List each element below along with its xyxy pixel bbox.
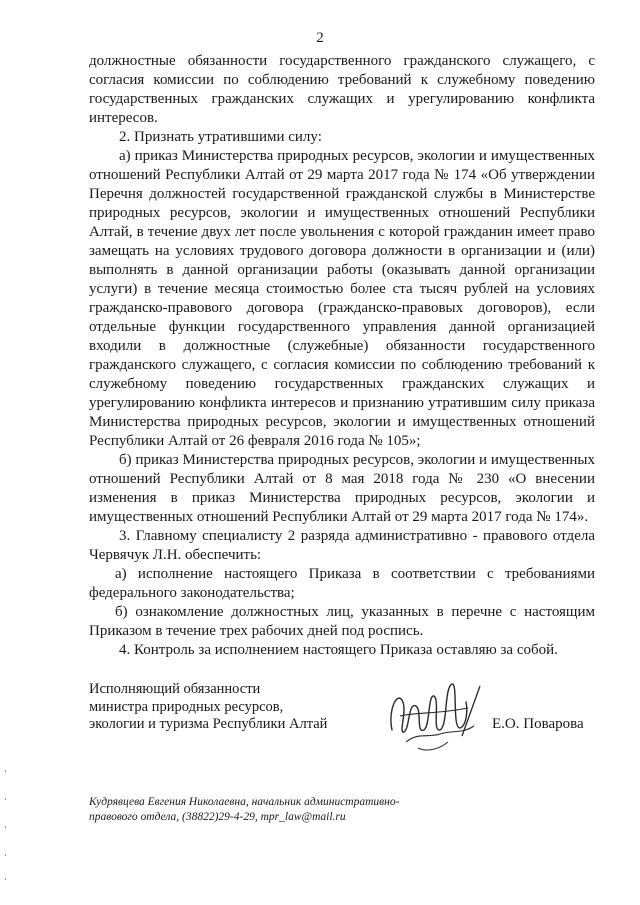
signer-position-line: Исполняющий обязанности [89,681,261,697]
paragraph-item-2: 2. Признать утратившими силу: [119,129,322,145]
signer-position-line: министра природных ресурсов, [89,698,284,715]
paragraph-item-3a: а) исполнение настоящего Приказа в соответствии с требованиями федерального законодательства; [89,566,595,601]
scan-margin-specks [4,760,8,890]
order-body [89,52,595,660]
page-number: 2 [316,30,324,46]
signer-position-line: экологии и туризма Республики Алтай [89,716,328,732]
paragraph-item-3: 3. Главному специалисту 2 разряда административно - правового отдела Червячук Л.Н. обеспечить: [89,528,595,563]
contact-line: Кудрявцева Евгения Николаевна, начальник административно- [89,796,400,808]
paragraph-item-2a: а) приказ Министерства природных ресурсов, экологии и имущественных отношений Республики Алтай от 29 марта 2017 года № 174 «Об утверждении Перечня должностей государственной гражданской службы в Министерстве природных ресурсов, экологии и имущественных отношений Республики Алтай, в течение двух лет после увольнения с которой гражданин имеет право замещать на условиях трудового договора должности в организации и (или) выполнять в данной организации работы (оказывать данной организации услуги) в течение месяца стоимостью более ста тысяч рублей на условиях гражданско-правового договора (гражданско-правовых договоров), если отдельные функции государственного управления данной организацией входили в должностные (служебные) обязанности государственного гражданского служащего, с согласия комиссии по соблюдению требований к служебному поведению государственных гражданских служащих и урегулированию конфликта интересов и признанию утратившим силу приказа Министерства природных ресурсов, экологии и имущественных отношений Республики Алтай от 26 февраля 2016 года № 105»; [89,148,595,449]
contact-line: правового отдела, (38822)29-4-29, mpr_law@mail.ru [89,811,346,823]
paragraph-item-3b: б) ознакомление должностных лиц, указанных в перечне с настоящим Приказом в течение трех рабочих дней под роспись. [89,604,595,639]
signer-position [89,681,327,734]
paragraph-item-2b: б) приказ Министерства природных ресурсов, экологии и имущественных отношений Республики Алтай от 8 мая 2018 года № 230 «О внесении изменения в приказ Министерства природных ресурсов, экологии и имущественных отношений Республики Алтай от 29 марта 2017 года № 174». [89,452,595,525]
signer-name: Е.О. Поварова [492,716,584,732]
paragraph-item-4: 4. Контроль за исполнением настоящего Приказа оставляю за собой. [119,642,558,658]
contact-info [89,795,399,825]
handwritten-signature-icon [378,672,503,757]
paragraph-duties-continuation: должностные обязанности государственного гражданского служащего, с согласия комиссии по соблюдению требований к служебному поведению государственных гражданских служащих и урегулированию конфликта интересов. [89,53,595,126]
